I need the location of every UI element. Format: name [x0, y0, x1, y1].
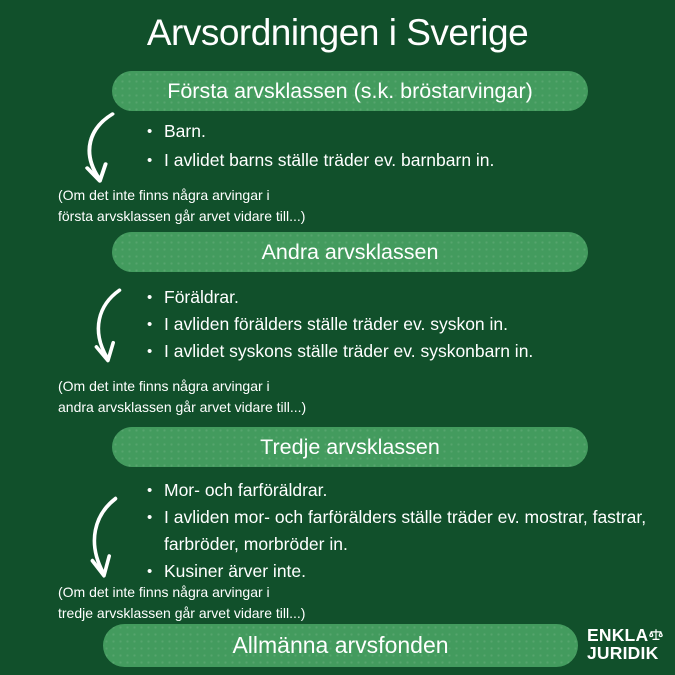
note-line: (Om det inte finns några arvingar i — [58, 187, 270, 203]
heading-pill-label: Tredje arvsklassen — [260, 434, 440, 459]
note-line: andra arvsklassen går arvet vidare till...) — [58, 399, 307, 415]
bullet-item: • I avliden förälders ställe träder ev. syskon in. — [146, 311, 626, 338]
heading-pill-label: Andra arvsklassen — [261, 239, 439, 264]
bullet-list-3 — [146, 477, 658, 585]
brand-logo — [587, 626, 663, 662]
note-text-3 — [58, 582, 305, 624]
brand-logo-line2: JURIDIK — [587, 643, 659, 663]
note-text-2 — [58, 376, 306, 418]
down-arrow-icon — [78, 110, 124, 190]
heading-pill-label: Allmänna arvsfonden — [232, 632, 449, 658]
note-line: första arvsklassen går arvet vidare till...) — [58, 208, 306, 224]
bullet-item: • Mor- och farföräldrar. — [146, 477, 658, 504]
note-line: (Om det inte finns några arvingar i — [58, 378, 270, 394]
bullet-item: • I avlidet syskons ställe träder ev. syskonbarn in. — [146, 338, 626, 365]
heading-pill-label: Första arvsklassen (s.k. bröstarvingar) — [167, 78, 533, 103]
heading-pill-tredje-arvsklassen — [112, 427, 588, 467]
bullet-item: • I avlidet barns ställe träder ev. barnbarn in. — [146, 146, 616, 175]
heading-pill-forsta-arvsklassen — [112, 71, 588, 111]
bullet-item: • I avliden mor- och farförälders ställe träder ev. mostrar, fastrar, farbröder, morbröder in. — [146, 504, 658, 558]
brand-logo-line1: ENKLA — [587, 625, 649, 645]
note-text-1 — [58, 185, 305, 227]
bullet-item: • Kusiner ärver inte. — [146, 558, 658, 585]
bullet-item: • Barn. — [146, 117, 616, 146]
note-line: tredje arvsklassen går arvet vidare till...) — [58, 605, 306, 621]
note-line: (Om det inte finns några arvingar i — [58, 584, 270, 600]
heading-pill-allmanna-arvsfonden — [103, 624, 578, 667]
page-title: Arvsordningen i Sverige — [146, 12, 529, 53]
bullet-list-1 — [146, 117, 616, 175]
bullet-item: • Föräldrar. — [146, 284, 626, 311]
down-arrow-icon — [84, 494, 126, 586]
heading-pill-andra-arvsklassen — [112, 232, 588, 272]
bullet-list-2 — [146, 284, 626, 365]
scales-icon — [649, 628, 663, 642]
down-arrow-icon — [88, 286, 130, 370]
